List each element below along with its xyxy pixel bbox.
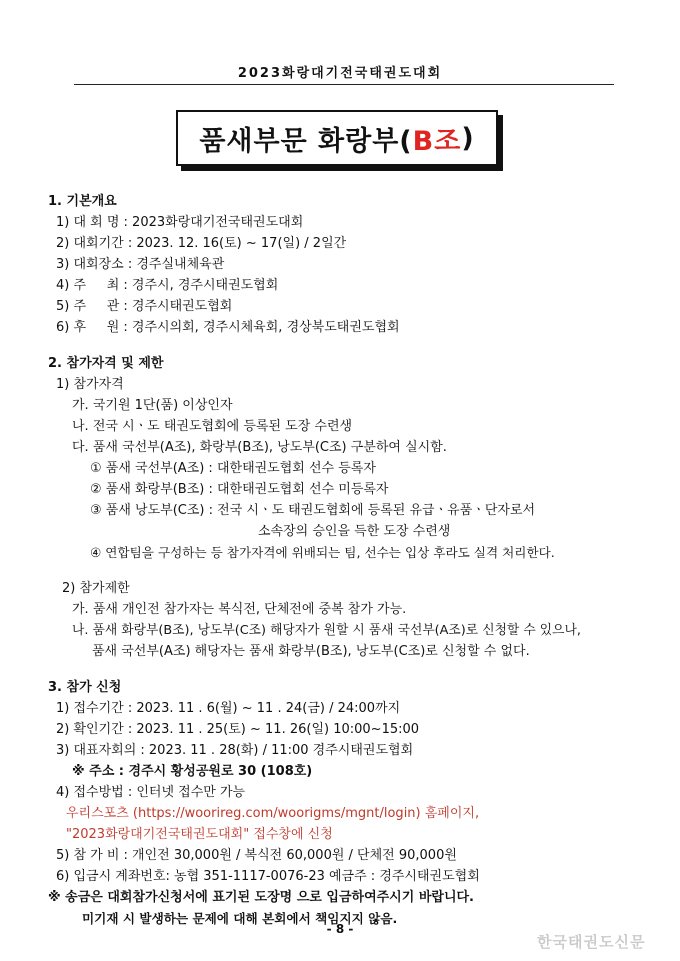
section2-sub2-item: 가. 품새 개인전 참가자는 복식전, 단체전에 중복 참가 가능. (72, 602, 407, 617)
section1-item: 5) 주 관 : 경주시태권도협회 (56, 299, 233, 314)
section1-item: 3) 대회장소 : 경주실내체육관 (56, 257, 225, 272)
payment-notice: ※ 송금은 대회참가신청서에 표기된 도장명 으로 입금하여주시기 바랍니다. (48, 890, 474, 905)
registration-link[interactable]: 우리스포츠 (https://woorireg.com/woorigms/mgnt/login) 홈페이지, (66, 806, 480, 821)
section1-item: 6) 후 원 : 경주시의회, 경주시체육회, 경상북도태권도협회 (56, 320, 400, 335)
title-box (176, 110, 498, 166)
watermark: 한국태권도신문 (537, 933, 646, 951)
section2-sub2-item-cont: 품새 국선부(A조) 해당자는 품새 화랑부(B조), 낭도부(C조)로 신청할 수 없다. (92, 644, 530, 659)
event-header: 2023화랑대기전국태권도대회 (237, 66, 443, 81)
section2-sub1-title: 1) 참가자격 (56, 377, 124, 392)
responsibility-notice: 미기재 시 발생하는 문제에 대해 본회에서 책임지지 않음. (82, 911, 398, 926)
section1-item: 4) 주 최 : 경주시, 경주시태권도협회 (56, 278, 279, 293)
registration-link-note: "2023화랑대기전국태권도대회" 접수창에 신청 (66, 827, 333, 842)
section1-heading: 1. 기본개요 (48, 194, 117, 209)
address-note: ※ 주소 : 경주시 황성공원로 30 (108호) (72, 764, 313, 779)
header-divider (74, 84, 614, 85)
section2-sub1-item: 다. 품새 국선부(A조), 화랑부(B조), 낭도부(C조) 구분하여 실시함. (72, 440, 447, 455)
title-accent: B조 (412, 125, 462, 157)
section3-line: 5) 참 가 비 : 개인전 30,000원 / 복식전 60,000원 / 단체전 90,000원 (56, 848, 457, 863)
section3-heading: 3. 참가 신청 (48, 680, 122, 695)
section3-line: 4) 접수방법 : 인터넷 접수만 가능 (56, 785, 246, 800)
section1-item: 2) 대회기간 : 2023. 12. 16(토) ~ 17(일) / 2일간 (56, 236, 347, 251)
section2-detail: ④ 연합팀을 구성하는 등 참가자격에 위배되는 팀, 선수는 입상 후라도 실격 처리한다. (90, 545, 555, 560)
section3-line: 6) 입금시 계좌번호: 농협 351-1117-0076-23 예금주 : 경주시태권도협회 (56, 869, 480, 884)
page-number: - 8 - (326, 922, 354, 936)
section2-detail: ② 품새 화랑부(B조) : 대한태권도협회 선수 미등록자 (90, 482, 389, 497)
section2-sub2-title: 2) 참가제한 (62, 581, 130, 596)
section1-item: 1) 대 회 명 : 2023화랑대기전국태권도대회 (56, 215, 304, 230)
section3-line: 1) 접수기간 : 2023. 11 . 6(월) ~ 11 . 24(금) / 24:00까지 (56, 701, 401, 716)
title-close: ) (461, 122, 475, 154)
section2-sub1-item: 나. 전국 시ㆍ도 태권도협회에 등록된 도장 수련생 (72, 419, 353, 434)
section2-sub1-item: 가. 국기원 1단(품) 이상인자 (72, 398, 233, 413)
section2-sub2-item: 나. 품새 화랑부(B조), 낭도부(C조) 해당자가 원할 시 품새 국선부(A조)로 신청할 수 있으나, (72, 623, 581, 638)
section2-detail: ③ 품새 낭도부(C조) : 전국 시ㆍ도 태권도협회에 등록된 유급ㆍ유품ㆍ단자로서 (90, 503, 536, 518)
title-main: 품새부문 화랑부( (199, 125, 413, 157)
section2-detail-cont: 소속장의 승인을 득한 도장 수련생 (258, 524, 451, 539)
section3-line: 3) 대표자회의 : 2023. 11 . 28(화) / 11:00 경주시태권도협회 (56, 743, 414, 758)
section2-detail: ① 품새 국선부(A조) : 대한태권도협회 선수 등록자 (90, 461, 376, 476)
section2-heading: 2. 참가자격 및 제한 (48, 356, 164, 371)
section3-line: 2) 확인기간 : 2023. 11 . 25(토) ~ 11. 26(일) 10:00~15:00 (56, 722, 420, 737)
